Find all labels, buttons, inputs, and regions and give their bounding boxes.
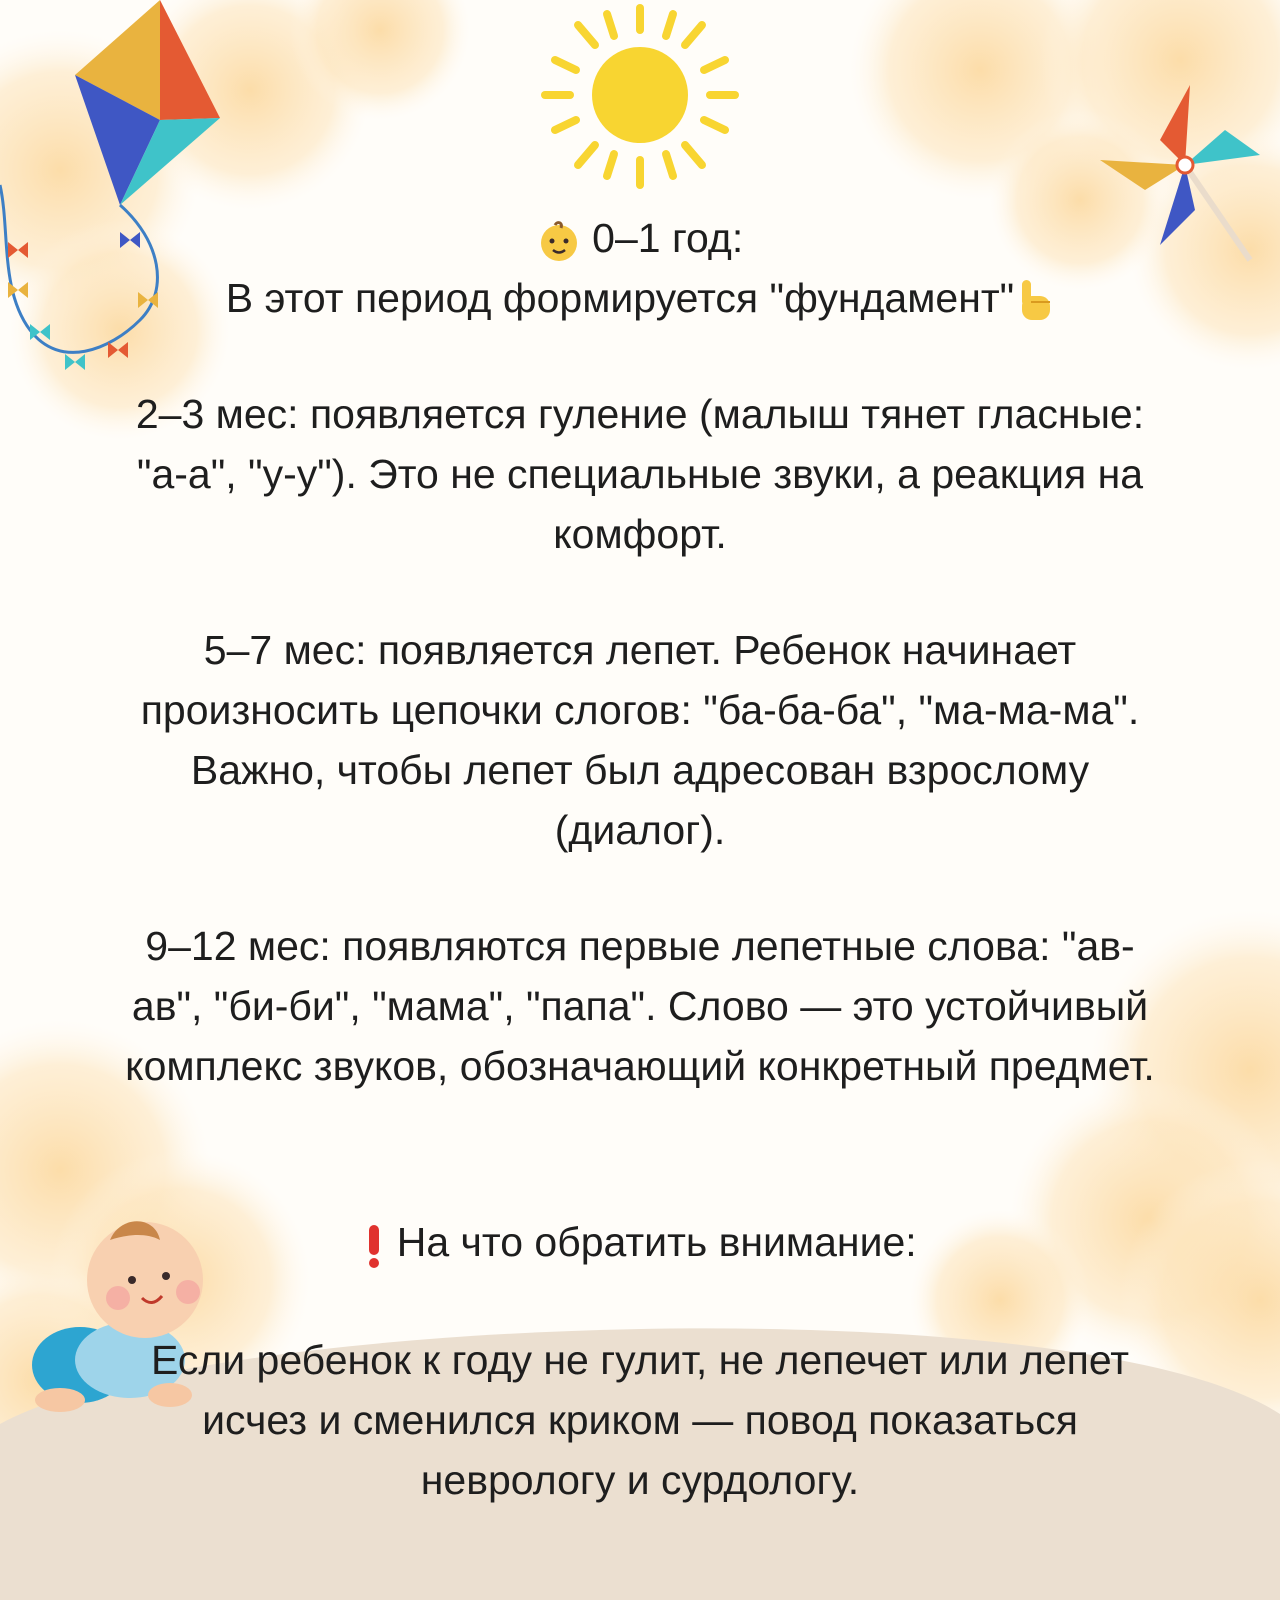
- stage-text: 9–12 мес: появляются первые лепетные слова: "ав-ав", "би-би", "мама", "папа". Слово — это устойчивый комплекс звуков, обозначающий конкретный предмет.: [125, 923, 1155, 1089]
- attention-text-block: [120, 1330, 1160, 1510]
- subtitle-line: [120, 268, 1160, 328]
- exclamation-icon: [363, 1221, 385, 1269]
- stage-5-7: [120, 620, 1160, 860]
- subtitle: В этот период формируется "фундамент": [225, 275, 1015, 321]
- baby-face-icon: [537, 219, 581, 263]
- header-block: [120, 208, 1160, 328]
- stage-text: 5–7 мес: появляется лепет. Ребенок начинает произносить цепочки слогов: "ба-ба-ба", "ма-ма-ма". Важно, чтобы лепет был адресован взрослому (диалог).: [140, 627, 1140, 853]
- age-title-line: [120, 208, 1160, 268]
- attention-heading: [120, 1212, 1160, 1272]
- attention-title: На что обратить внимание:: [396, 1219, 917, 1265]
- sun-icon: [540, 0, 740, 200]
- stage-2-3: [120, 384, 1160, 564]
- pointing-down-hand-icon: [1014, 278, 1054, 324]
- age-title: 0–1 год:: [592, 215, 744, 261]
- attention-text: Если ребенок к году не гулит, не лепечет или лепет исчез и сменился криком — повод показаться неврологу и сурдологу.: [150, 1337, 1130, 1503]
- stage-text: 2–3 мес: появляется гуление (малыш тянет гласные: "а-а", "у-у"). Это не специальные звуки, а реакция на комфорт.: [135, 391, 1145, 557]
- stage-9-12: [120, 916, 1160, 1096]
